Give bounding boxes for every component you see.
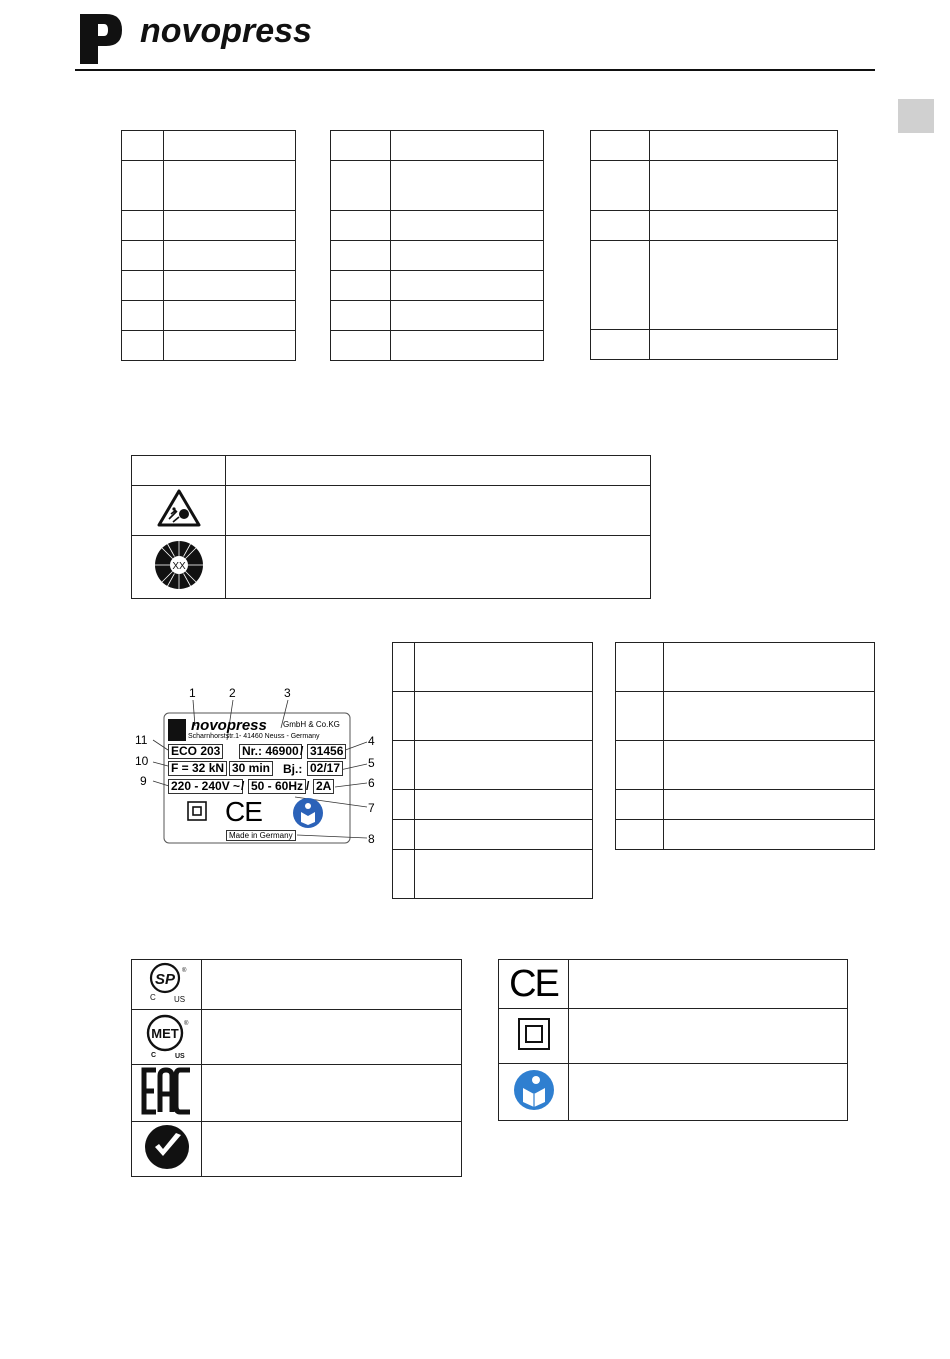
plate-address: Scharnhorststr.1- 41460 Neuss - Germany: [188, 733, 320, 740]
plate-voltage: 220 - 240V ~: [168, 779, 243, 794]
svg-text:C: C: [150, 1051, 156, 1059]
callout-5: 5: [368, 756, 375, 770]
callout-1: 1: [189, 686, 196, 700]
callout-6: 6: [368, 776, 375, 790]
plate-year: 02/17: [307, 761, 343, 776]
callout-10: 10: [135, 754, 149, 768]
plate-serial-slash: /: [300, 744, 304, 758]
rcm-mark-icon: [143, 1123, 191, 1171]
plate-brand: novopress: [191, 717, 267, 734]
nameplate-legend-table-1: [392, 642, 593, 899]
svg-text:C: C: [149, 993, 156, 1002]
callout-7: 7: [368, 801, 375, 815]
eac-mark-icon: [140, 1066, 194, 1116]
plate-freq-slash: /: [306, 779, 310, 793]
callout-2: 2: [229, 686, 236, 700]
warning-symbols-table: [131, 455, 651, 599]
plate-company: GmbH & Co.KG: [283, 720, 340, 729]
plate-class2-icon: [187, 801, 207, 821]
callout-4: 4: [368, 734, 375, 748]
met-mark-icon: [139, 1011, 195, 1059]
parts-table-2: [330, 130, 544, 361]
ce-mark-icon: CE: [509, 963, 558, 1005]
parts-table-1: [121, 130, 296, 361]
plate-ce-mark: CE: [225, 796, 262, 827]
csa-mark-icon: [139, 960, 195, 1004]
certification-table-2: [498, 959, 848, 1121]
chapter-tab-marker: [898, 99, 934, 133]
sticker-center-text: XX: [171, 560, 186, 572]
logo-wordmark: novopress: [140, 12, 312, 50]
plate-volt-slash: /: [241, 779, 245, 793]
svg-text:®: ®: [181, 968, 186, 974]
plate-model: ECO 203: [168, 744, 223, 759]
callout-11: 11: [135, 733, 148, 747]
nameplate-figure: [135, 680, 385, 850]
read-manual-icon: [513, 1069, 555, 1111]
svg-text:US: US: [173, 995, 185, 1004]
plate-force: F = 32 kN: [168, 761, 227, 776]
nameplate-legend-table-2: [615, 642, 875, 850]
plate-made-in: Made in Germany: [226, 830, 296, 841]
callout-8: 8: [368, 832, 375, 846]
plate-serial-suffix: 31456: [307, 744, 346, 759]
callout-9: 9: [140, 774, 147, 788]
parts-table-3: [590, 130, 838, 360]
svg-text:US: US: [174, 1052, 185, 1059]
plate-duty: 30 min: [229, 761, 273, 776]
protection-class-2-icon: [517, 1017, 551, 1051]
company-logo: [76, 8, 386, 68]
header-rule: [75, 69, 875, 71]
flying-parts-warning-icon: [157, 489, 201, 527]
svg-text:MET: MET: [150, 1025, 179, 1041]
novopress-logo-icon: [76, 8, 386, 68]
plate-logo-mark: [168, 719, 186, 741]
plate-current: 2A: [313, 779, 334, 794]
svg-text:®: ®: [183, 1020, 188, 1027]
certification-table-1: [131, 959, 462, 1177]
svg-text:SP: SP: [154, 971, 175, 988]
plate-serial-prefix: Nr.: 46900: [239, 744, 302, 759]
plate-manual-icon: [292, 797, 324, 829]
plate-frequency: 50 - 60Hz: [248, 779, 306, 794]
inspection-sticker-icon: [154, 540, 204, 590]
plate-year-label: Bj.:: [283, 762, 303, 776]
callout-3: 3: [284, 686, 291, 700]
